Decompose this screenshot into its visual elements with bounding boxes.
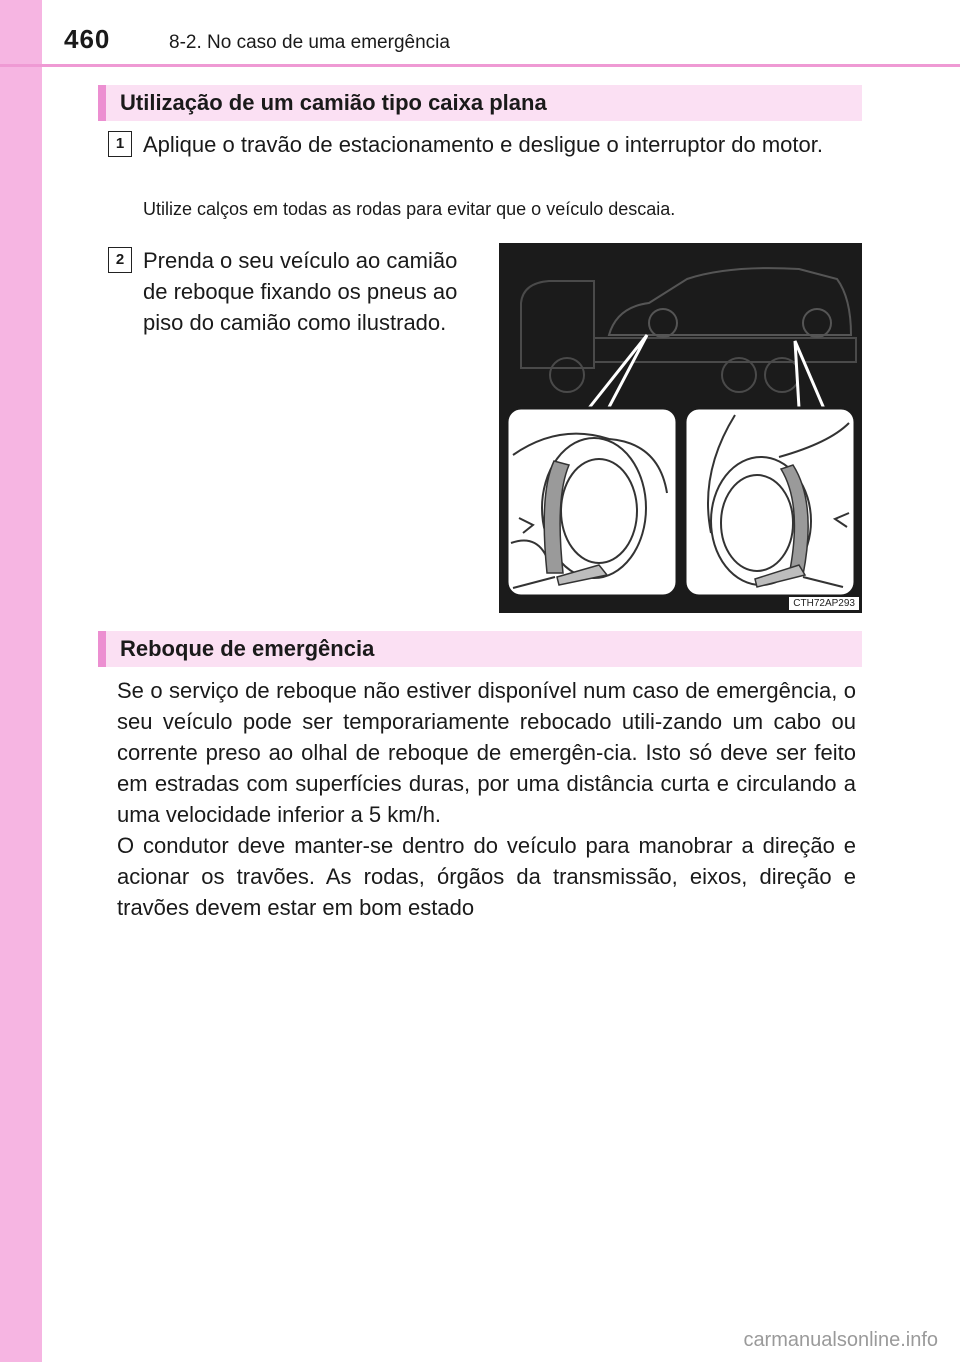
illustration-drawing [499, 243, 862, 613]
section-heading-flatbed [98, 85, 862, 121]
callout-pointer-rear [795, 341, 825, 411]
chapter-title: 8-2. No caso de uma emergência [169, 32, 450, 53]
step-1-text: Aplique o travão de estacionamento e desligue o interruptor do motor. [143, 132, 823, 157]
step-2-text: Prenda o seu veículo ao camião de reboque fixando os pneus ao piso do camião como ilustrado. [143, 248, 458, 335]
section-title: Reboque de emergência [120, 636, 375, 661]
car-outline [609, 268, 851, 337]
flatbed-tiedown-illustration [499, 243, 862, 613]
step-number-1: 1 [108, 131, 132, 157]
step-1-note: Utilize calços em todas as rodas para evitar que o veículo descaia. [143, 199, 676, 219]
figure-code: CTH72AP293 [789, 597, 859, 610]
left-margin-band [0, 0, 42, 1362]
page-number: 460 [64, 24, 111, 54]
paragraph-emergency-towing-2: O condutor deve manter-se dentro do veículo para manobrar a direção e acionar os travões. As rodas, órgãos da transmissão, eixos, direção e travões devem estar em bom estado [117, 833, 856, 920]
header-rule [0, 64, 960, 67]
watermark: carmanualsonline.info [743, 1329, 938, 1351]
section-title: Utilização de um camião tipo caixa plana [120, 90, 547, 115]
callout-pointer-front [589, 335, 647, 411]
section-heading-emergency-towing [98, 631, 862, 667]
step-number-2: 2 [108, 247, 132, 273]
paragraph-emergency-towing-1: Se o serviço de reboque não estiver disponível num caso de emergência, o seu veículo pode ser temporariamente rebocado utili-zando um cabo ou corrente preso ao olhal de reboque de emergên-cia. Isto só deve ser feito em estradas com superfícies duras, por uma distância curta e circulando a uma velocidade inferior a 5 km/h. [117, 678, 856, 827]
